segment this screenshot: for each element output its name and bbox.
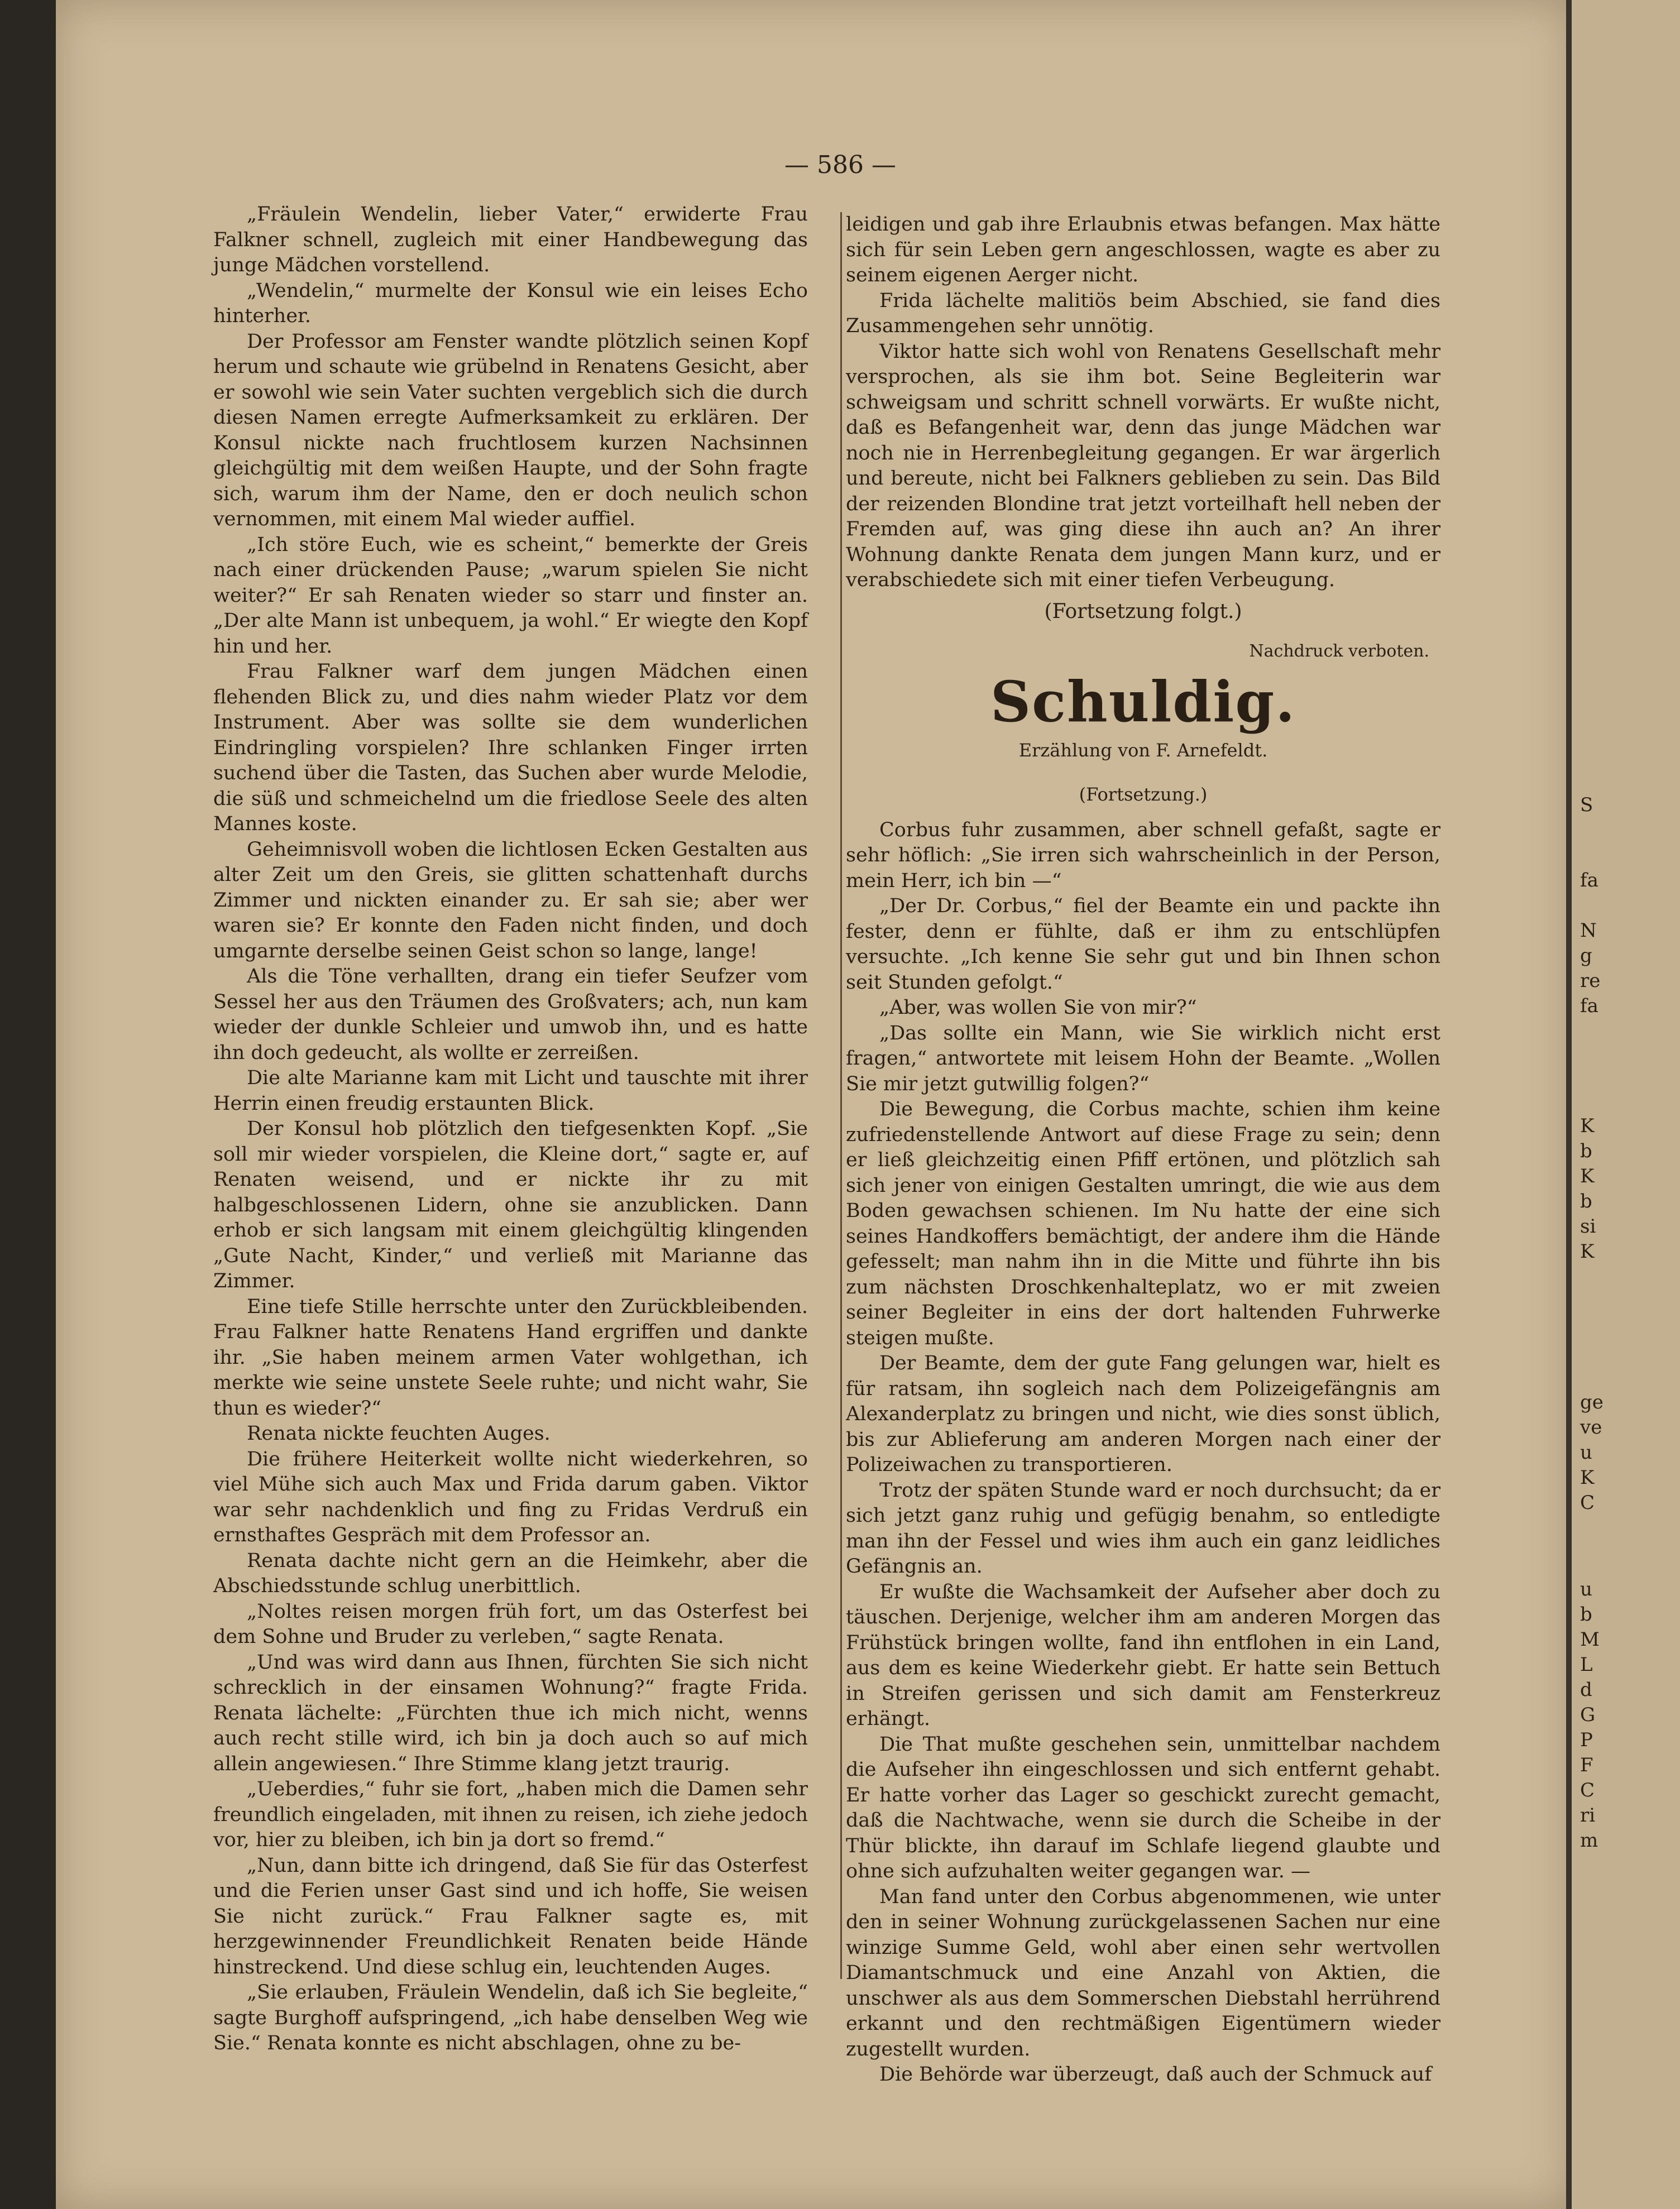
edge-fragment: ri <box>1580 1804 1596 1827</box>
paragraph: leidigen und gab ihre Erlaubnis etwas befangen. Max hätte sich für sein Leben gern angeschlossen, wagte es aber zu seinem eigenen Aerger nicht. <box>846 213 1440 286</box>
paragraph: „Nun, dann bitte ich dringend, daß Sie für das Osterfest und die Ferien unser Gast sind und ich hoffe, Sie weisen Sie nicht zurück.“ Frau Falkner sagte es, mit herzgewinnender Freundlichkeit Renaten beide Hände hinstreckend. Und diese schlug ein, leuchtenden Auges. <box>213 1854 808 1978</box>
paragraph: „Sie erlauben, Fräulein Wendelin, daß ich Sie begleite,“ sagte Burghoff aufspringend, „ich habe denselben Weg wie Sie.“ Renata konnte es nicht abschlagen, ohne zu be- <box>213 1981 808 2054</box>
edge-fragment: C <box>1580 1492 1595 1514</box>
edge-fragment: F <box>1580 1754 1593 1776</box>
edge-fragment: N <box>1580 919 1597 942</box>
paragraph: „Ueberdies,“ fuhr sie fort, „haben mich die Damen sehr freundlich eingeladen, mit ihnen zu reisen, ich ziehe jedoch vor, hier zu bleiben, ich bin ja dort so fremd.“ <box>213 1778 808 1851</box>
continuation-note: (Fortsetzung folgt.) <box>1044 600 1242 623</box>
edge-fragment: fa <box>1580 995 1598 1017</box>
edge-fragment: u <box>1580 1578 1592 1601</box>
page-number: — 586 — <box>784 151 896 179</box>
paragraph: Die frühere Heiterkeit wollte nicht wiederkehren, so viel Mühe sich auch Max und Frida darum gaben. Viktor war sehr nachdenklich und fing zu Fridas Verdruß ein ernsthaftes Gespräch mit dem Professor an. <box>213 1448 808 1546</box>
edge-fragment: K <box>1580 1165 1595 1187</box>
paragraph: „Das sollte ein Mann, wie Sie wirklich nicht erst fragen,“ antwortete mit leisem Hohn der Beamte. „Wollen Sie mir jetzt gutwillig folgen?“ <box>846 1022 1440 1095</box>
serial-ending <box>846 212 1440 593</box>
edge-fragment: S <box>1580 794 1593 816</box>
edge-fragment: si <box>1580 1215 1596 1238</box>
paragraph: Man fand unter den Corbus abgenommenen, wie unter den in seiner Wohnung zurückgelassenen Sachen nur eine winzige Summe Geld, wohl aber einen sehr wertvollen Diamantschmuck und eine Anzahl von Aktien, die unschwer als aus dem Sommerschen Diebstahl herrührend erkannt und den rechtmäßigen Eigentümern wieder zugestellt wurden. <box>846 1885 1440 2061</box>
paragraph: Eine tiefe Stille herrschte unter den Zurückbleibenden. Frau Falkner hatte Renatens Hand ergriffen und dankte ihr. „Sie haben meinem armen Vater wohlgethan, ich merkte wie seine unstete Seele ruhte; und nicht wahr, Sie thun es wieder?“ <box>213 1295 808 1420</box>
edge-fragment: u <box>1580 1441 1592 1464</box>
paragraph: Der Konsul hob plötzlich den tiefgesenkten Kopf. „Sie soll mir wieder vorspielen, die Kleine dort,“ sagte er, auf Renaten weisend, und er nickte ihr zu mit halbgeschlossenen Lidern, ohne sie anzublicken. Dann erhob er sich langsam mit einem gleichgültig klingenden „Gute Nacht, Kinder,“ und verließ mit Marianne das Zimmer. <box>213 1118 808 1292</box>
next-page-edge <box>1572 0 1680 2209</box>
edge-fragment: K <box>1580 1240 1595 1263</box>
right-column <box>846 212 1440 2088</box>
paragraph: Die Bewegung, die Corbus machte, schien ihm keine zufriedenstellende Antwort auf diese Frage zu sein; denn er ließ gleichzeitig einen Pfiff ertönen, und plötzlich sah sich jener von einigen Gestalten umringt, die wie aus dem Boden gewachsen schienen. Im Nu hatte der eine sich seines Handkoffers bemächtigt, der andere ihm die Hände gefesselt; man nahm ihn in die Mitte und führte ihn bis zum nächsten Droschkenhalteplatz, wo er mit zweien seiner Begleiter in eins der dort haltenden Fuhrwerke steigen mußte. <box>846 1098 1440 1349</box>
paragraph: Frau Falkner warf dem jungen Mädchen einen flehenden Blick zu, und dies nahm wieder Platz vor dem Instrument. Aber was sollte sie dem wunderlichen Eindringling vorspielen? Ihre schlanken Finger irrten suchend über die Tasten, das Suchen aber wurde Melodie, die süß und schmeichelnd um die friedlose Seele des alten Mannes koste. <box>213 660 808 835</box>
paragraph: Corbus fuhr zusammen, aber schnell gefaßt, sagte er sehr höflich: „Sie irren sich wahrscheinlich in der Person, mein Herr, ich bin —“ <box>846 818 1440 892</box>
paragraph: „Ich störe Euch, wie es scheint,“ bemerkte der Greis nach einer drückenden Pause; „warum spielen Sie nicht weiter?“ Er sah Renaten wieder so starr und finster an. „Der alte Mann ist unbequem, ja wohl.“ Er wiegte den Kopf hin und her. <box>213 533 808 658</box>
edge-fragment: K <box>1580 1115 1595 1137</box>
edge-fragment: C <box>1580 1779 1595 1801</box>
edge-fragment: fa <box>1580 869 1598 892</box>
paragraph: Trotz der späten Stunde ward er noch durchsucht; da er sich jetzt ganz ruhig und gefügig benahm, so entledigte man ihn der Fessel und wies ihm auch ein ganz leidliches Gefängnis an. <box>846 1479 1440 1578</box>
edge-fragment: L <box>1580 1654 1593 1676</box>
edge-fragment: g <box>1580 945 1592 967</box>
edge-fragment: K <box>1580 1467 1595 1489</box>
paragraph: Der Professor am Fenster wandte plötzlich seinen Kopf herum und schaute wie grübelnd in Renatens Gesicht, aber er sowohl wie sein Vater suchten vergeblich sich die durch diesen Namen erregte Aufmerksamkeit zu erklären. Der Konsul nickte nach fruchtlosem kurzen Nachsinnen gleichgültig mit dem weißen Haupte, und der Sohn fragte sich, warum ihm der Name, den er doch neulich schon vernommen, mit einem Mal wieder auffiel. <box>213 330 808 530</box>
column-divider <box>840 212 842 1979</box>
paragraph: „Fräulein Wendelin, lieber Vater,“ erwiderte Frau Falkner schnell, zugleich mit einer Handbewegung das junge Mädchen vorstellend. <box>213 203 808 276</box>
paragraph: Die Behörde war überzeugt, daß auch der Schmuck auf <box>879 2063 1432 2086</box>
edge-fragment: ve <box>1580 1416 1602 1439</box>
edge-fragment: ge <box>1580 1391 1604 1413</box>
paragraph: Als die Töne verhallten, drang ein tiefer Seufzer vom Sessel her aus den Träumen des Großvaters; ach, nun kam wieder der dunkle Schleier und umwob ihn, und es hatte ihn doch gedeucht, als wollte er zerreißen. <box>213 965 808 1064</box>
paragraph: Viktor hatte sich wohl von Renatens Gesellschaft mehr versprochen, als sie ihm bot. Seine Begleiterin war schweigsam und schritt schnell vorwärts. Er wußte nicht, daß es Befangenheit war, denn das junge Mädchen war noch nie in Herrenbegleitung gegangen. Er war ärgerlich und bereute, nicht bei Falkners geblieben zu sein. Das Bild der reizenden Blondine trat jetzt vorteilhaft hell neben der Fremden auf, was ging diese ihn auch an? An ihrer Wohnung dankte Renata dem jungen Mann kurz, und er verabschiedete sich mit einer tiefen Verbeugung. <box>846 340 1440 591</box>
left-column <box>213 202 808 2057</box>
edge-fragment: re <box>1580 970 1601 992</box>
paragraph: Die alte Marianne kam mit Licht und tauschte mit ihrer Herrin einen freudig erstaunten Blick. <box>213 1067 808 1115</box>
paragraph: Geheimnisvoll woben die lichtlosen Ecken Gestalten aus alter Zeit um den Greis, sie glitten schattenhaft durchs Zimmer und nickten einander zu. Er sah sie; aber wer waren sie? Er konnte den Faden nicht finden, und doch umgarnte derselbe seinen Geist schon so lange, lange! <box>213 838 808 962</box>
story-body <box>846 818 1440 2088</box>
paragraph: „Der Dr. Corbus,“ fiel der Beamte ein und packte ihn fester, denn er fühlte, daß er ihm zu entschlüpfen versuchte. „Ich kenne Sie sehr gut und bin Ihnen schon seit Stunden gefolgt.“ <box>846 895 1440 994</box>
paragraph: „Und was wird dann aus Ihnen, fürchten Sie sich nicht schrecklich in der einsamen Wohnung?“ fragte Frida. Renata lächelte: „Fürchten thue ich mich nicht, wenns auch recht stille wird, ich bin ja doch auch so auf mich allein angewiesen.“ Ihre Stimme klang jetzt traurig. <box>213 1651 808 1775</box>
byline: Erzählung von F. Arnefeldt. <box>1018 739 1268 761</box>
edge-fragment: P <box>1580 1729 1593 1751</box>
edge-fragment: b <box>1580 1140 1592 1162</box>
edge-fragment: b <box>1580 1190 1592 1213</box>
paragraph: Die That mußte geschehen sein, unmittelbar nachdem die Aufseher ihn eingeschlossen und sich entfernt gehabt. Er hatte vorher das Lager so geschickt zurecht gemacht, daß die Nachtwache, wenn sie durch die Scheibe in der Thür blickte, ihn darauf im Schlafe liegend glaubte und ohne sich aufzuhalten weiter gegangen war. — <box>846 1733 1440 1882</box>
paragraph: Renata dachte nicht gern an die Heimkehr, aber die Abschiedsstunde schlug unerbittlich. <box>213 1549 808 1597</box>
story-continuation-label: (Fortsetzung.) <box>1079 784 1208 805</box>
story-title: Schuldig. <box>990 668 1296 735</box>
edge-fragment: d <box>1580 1679 1592 1701</box>
paragraph: Renata nickte feuchten Auges. <box>247 1422 551 1445</box>
paragraph: „Aber, was wollen Sie von mir?“ <box>879 996 1197 1019</box>
paragraph: Frida lächelte malitiös beim Abschied, sie fand dies Zusammengehen sehr unnötig. <box>846 289 1440 337</box>
reprint-notice: Nachdruck verboten. <box>1249 641 1429 661</box>
edge-fragment: m <box>1580 1829 1598 1852</box>
edge-fragment: b <box>1580 1603 1592 1626</box>
edge-fragment: G <box>1580 1704 1596 1726</box>
paragraph: „Wendelin,“ murmelte der Konsul wie ein leises Echo hinterher. <box>213 279 808 327</box>
paragraph: „Noltes reisen morgen früh fort, um das Osterfest bei dem Sohne und Bruder zu verleben,“ sagte Renata. <box>213 1600 808 1648</box>
paragraph: Er wußte die Wachsamkeit der Aufseher aber doch zu täuschen. Derjenige, welcher ihm am anderen Morgen das Frühstück bringen wollte, fand ihn entflohen in ein Land, aus dem es keine Wiederkehr giebt. Er hatte sein Bettuch in Streifen gerissen und sich damit am Fensterkreuz erhängt. <box>846 1580 1440 1730</box>
paragraph: Der Beamte, dem der gute Fang gelungen war, hielt es für ratsam, ihn sogleich nach dem Polizeigefängnis am Alexanderplatz zu bringen und nicht, wie dies sonst üblich, bis zur Ablieferung am anderen Morgen nach einer der Polizeiwachen zu transportieren. <box>846 1352 1440 1476</box>
edge-fragment: M <box>1580 1628 1600 1651</box>
